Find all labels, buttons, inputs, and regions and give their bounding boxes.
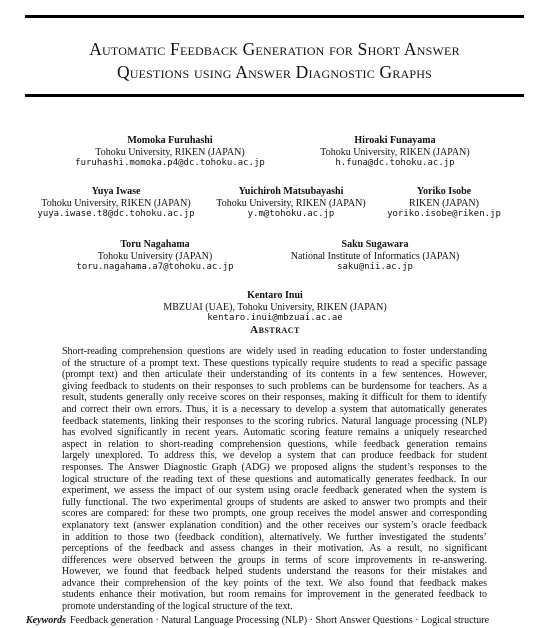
abstract-heading: Abstract bbox=[250, 324, 300, 336]
author-email: y.m@tohoku.ac.jp bbox=[247, 209, 335, 219]
author-affiliation: MBZUAI (UAE), Tohoku University, RIKEN (JAPAN) bbox=[163, 301, 387, 313]
author-email: furuhashi.momoka.p4@dc.tohoku.ac.jp bbox=[75, 158, 265, 168]
author-block bbox=[378, 186, 510, 221]
abstract-line: result, students generally only receive scores on their responses, making it difficult for them to identify bbox=[62, 392, 487, 404]
author-block bbox=[282, 239, 468, 274]
abstract-line: of the structure of a prompt text. These questions typically require students to read a specific passage bbox=[62, 357, 487, 369]
abstract-line: feedback statements, linking their responses to the scoring rubrics. Natural language processing (NLP) bbox=[62, 415, 487, 427]
author-email: yoriko.isobe@riken.jp bbox=[387, 209, 501, 219]
author-name: Saku Sugawara bbox=[341, 239, 409, 250]
keywords-line bbox=[26, 615, 489, 626]
abstract-line: in addition to those two (feedback condition), alternatively. We further investigated the students’ bbox=[62, 531, 487, 543]
abstract-line: logical structure of the reading text of these questions and automatically generates feedback. In our bbox=[62, 473, 487, 485]
author-affiliation: Tohoku University (JAPAN) bbox=[97, 250, 213, 262]
abstract-line: aspect in relation to short-reading comprehension questions, while feedback generation remains bbox=[62, 438, 487, 450]
author-email: kentaro.inui@mbzuai.ac.ae bbox=[207, 313, 343, 323]
abstract-line: giving feedback to students on their responses to such problems can be burdensome for teachers. As a bbox=[62, 380, 487, 392]
author-affiliation: Tohoku University, RIKEN (JAPAN) bbox=[320, 146, 470, 158]
bottom-rule bbox=[25, 94, 524, 97]
abstract-line: Short-reading comprehension questions are widely used in reading education to foster understanding bbox=[62, 346, 487, 357]
abstract-line: experiment, we assess the impact of our system using oracle feedback generated when the system is bbox=[62, 485, 487, 497]
author-block bbox=[60, 135, 280, 170]
author-email: saku@nii.ac.jp bbox=[337, 262, 413, 272]
abstract-line: (prompt text) and then articulate their understanding of its contents in a few sentences. However, bbox=[62, 369, 487, 381]
author-block bbox=[300, 135, 490, 170]
author-block bbox=[150, 290, 400, 325]
author-block bbox=[28, 186, 204, 221]
top-rule bbox=[25, 15, 524, 18]
abstract-line: responses. The Answer Diagnostic Graph (ADG) we proposed aligns the student’s responses to the bbox=[62, 461, 487, 473]
abstract-line: advance their comprehension of the key points of the text. We also found that feedback makes bbox=[62, 577, 487, 589]
author-affiliation: Tohoku University, RIKEN (JAPAN) bbox=[41, 197, 191, 209]
abstract-line: has evolved significantly in recent years. Automatic scoring feature remains a uniquely researched bbox=[62, 427, 487, 439]
author-email: yuya.iwase.t8@dc.tohoku.ac.jp bbox=[37, 209, 195, 219]
abstract-line: students enhance their motivation, but room remains for improvement in the generated feedback to bbox=[62, 589, 487, 601]
keywords-text: Feedback generation · Natural Language Processing (NLP) · Short Answer Questions · Logical structure bbox=[70, 615, 490, 626]
keywords-label: Keywords bbox=[26, 615, 66, 626]
abstract-line: However, we found that feedback helped students understand the reasons for their mistakes and bbox=[62, 566, 487, 578]
author-affiliation: RIKEN (JAPAN) bbox=[409, 197, 479, 209]
author-block bbox=[206, 186, 376, 221]
abstract-body bbox=[62, 346, 487, 613]
author-name: Kentaro Inui bbox=[247, 290, 303, 301]
title-line-2: Questions using Answer Diagnostic Graphs bbox=[116, 62, 433, 82]
abstract-line: differences were observed between the groups in terms of score improvements in re-answering. bbox=[62, 554, 487, 566]
author-email: toru.nagahama.a7@tohoku.ac.jp bbox=[76, 262, 234, 272]
author-name: Yuya Iwase bbox=[91, 186, 141, 197]
abstract-line: promote understanding of the logical structure of the text. bbox=[62, 601, 293, 613]
author-block bbox=[62, 239, 248, 274]
abstract-line: largely unexplored. To address this, we develop a system that can produce feedback for student bbox=[62, 450, 487, 462]
abstract-line: perceptions of the feedback and assess changes in their motivation. As a result, no significant bbox=[62, 543, 487, 555]
paper-title bbox=[25, 38, 524, 84]
abstract-line: scores are compared: for these two prompts, one group receives the model answer and corresponding bbox=[62, 508, 487, 520]
author-affiliation: Tohoku University, RIKEN (JAPAN) bbox=[216, 197, 366, 209]
author-name: Toru Nagahama bbox=[120, 239, 190, 250]
author-email: h.funa@dc.tohoku.ac.jp bbox=[335, 158, 455, 168]
abstract-line: fully functional. The two experimental groups of students are asked to answer two prompts and their bbox=[62, 496, 487, 508]
author-name: Momoka Furuhashi bbox=[127, 135, 213, 146]
author-name: Hiroaki Funayama bbox=[354, 135, 436, 146]
author-affiliation: Tohoku University, RIKEN (JAPAN) bbox=[95, 146, 245, 158]
title-line-1: Automatic Feedback Generation for Short Answer bbox=[89, 39, 460, 59]
author-name: Yuichiroh Matsubayashi bbox=[238, 186, 344, 197]
author-affiliation: National Institute of Informatics (JAPAN) bbox=[290, 250, 460, 262]
abstract-line: explanatory text (answer explanation condition) and the other receives our system’s oracle feedback bbox=[62, 519, 487, 531]
author-name: Yoriko Isobe bbox=[416, 186, 472, 197]
abstract-line: and correct their own errors. Thus, it is a necessary to develop a system that automatically generates bbox=[62, 403, 487, 415]
